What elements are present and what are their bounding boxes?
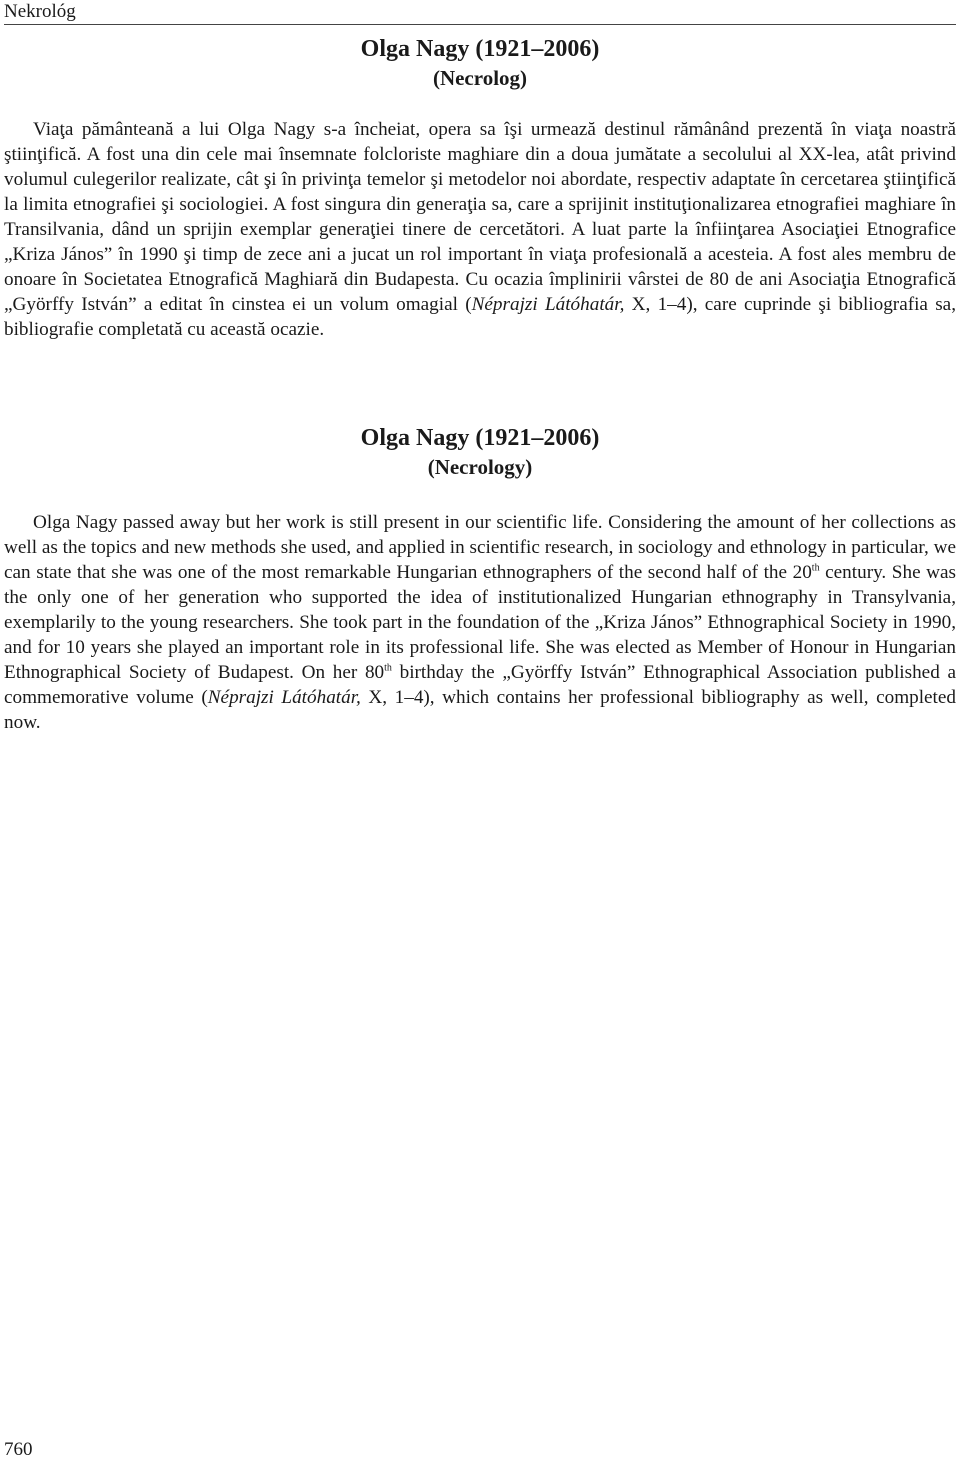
- romanian-paragraph: [4, 117, 956, 342]
- english-subtitle: (Necrology): [427, 455, 533, 479]
- english-section: [4, 423, 956, 735]
- romanian-title: Olga Nagy (1921–2006): [360, 36, 600, 62]
- ordinal-suffix: th: [384, 662, 392, 674]
- english-journal-title: Néprajzi Látóhatár,: [207, 687, 361, 708]
- english-paragraph: [4, 510, 956, 735]
- english-title: Olga Nagy (1921–2006): [360, 425, 600, 451]
- english-paragraph-part1: Olga Nagy passed away but her work is still present in our scientific life. Considering the amount of her collections as well as the topics and new methods she used, and applied in scientific research, in sociology and ethnology in particular, we can state that she was one of the most remarkable Hungarian ethnographers of the second half of the 20: [4, 512, 956, 583]
- romanian-journal-title: Néprajzi Látóhatár,: [471, 294, 625, 315]
- english-paragraph-part3: birthday the „Györffy István” Ethnographical Association published a commemorative volume (: [4, 662, 956, 708]
- romanian-section: [4, 34, 956, 342]
- romanian-paragraph-text: Viaţa pământeană a lui Olga Nagy s-a încheiat, opera sa îşi urmează destinul rămânând prezentă în viaţa noastră ştiinţifică. A fost una din cele mai însemnate folcloriste maghiare din a doua jumătate a secolului al XX-lea, atât privind volumul culegerilor realizate, cât şi în privinţa temelor şi metodelor noi abordate, respectiv adaptate în cercetarea ştiinţifică la limita etnografiei şi sociologiei. A fost singura din generaţia sa, care a sprijinit instituţionalizarea etnografiei maghiare în Transilvania, dând un sprijin exemplar generaţiei tinere de cercetători. A luat parte la înfiinţarea Asociaţiei Etnografice „Kriza János” în 1990 şi timp de zece ani a jucat un rol important în viaţa profesională a acesteia. A fost ales membru de onoare în Societatea Etnografică Maghiară din Budapesta. Cu ocazia împlinirii vârstei de 80 de ani Asociaţia Etnografică „Györffy István” a editat în cinstea ei un volum omagial (: [4, 119, 956, 315]
- running-head: Nekrológ: [4, 1, 76, 22]
- romanian-paragraph-end: X, 1–4), care cuprinde şi bibliografia sa, bibliografie completată cu această ocazie.: [4, 294, 956, 340]
- romanian-subtitle: (Necrolog): [432, 66, 528, 90]
- header-rule: [4, 24, 956, 25]
- ordinal-suffix: th: [811, 562, 820, 574]
- english-paragraph-part4: X, 1–4), which contains her professional bibliography as well, completed now.: [4, 687, 956, 733]
- page-number: 760: [4, 1439, 33, 1460]
- english-paragraph-part2: century. She was the only one of her generation who supported the idea of institutionalized Hungarian ethnography in Transylvania, exemplarily to the young researchers. She took part in the foundation of the „Kriza János” Ethnographical Society in 1990, and for 10 years she played an important role in its professional life. She was elected as Member of Honour in Hungarian Ethnographical Society of Budapest. On her 80: [4, 562, 956, 683]
